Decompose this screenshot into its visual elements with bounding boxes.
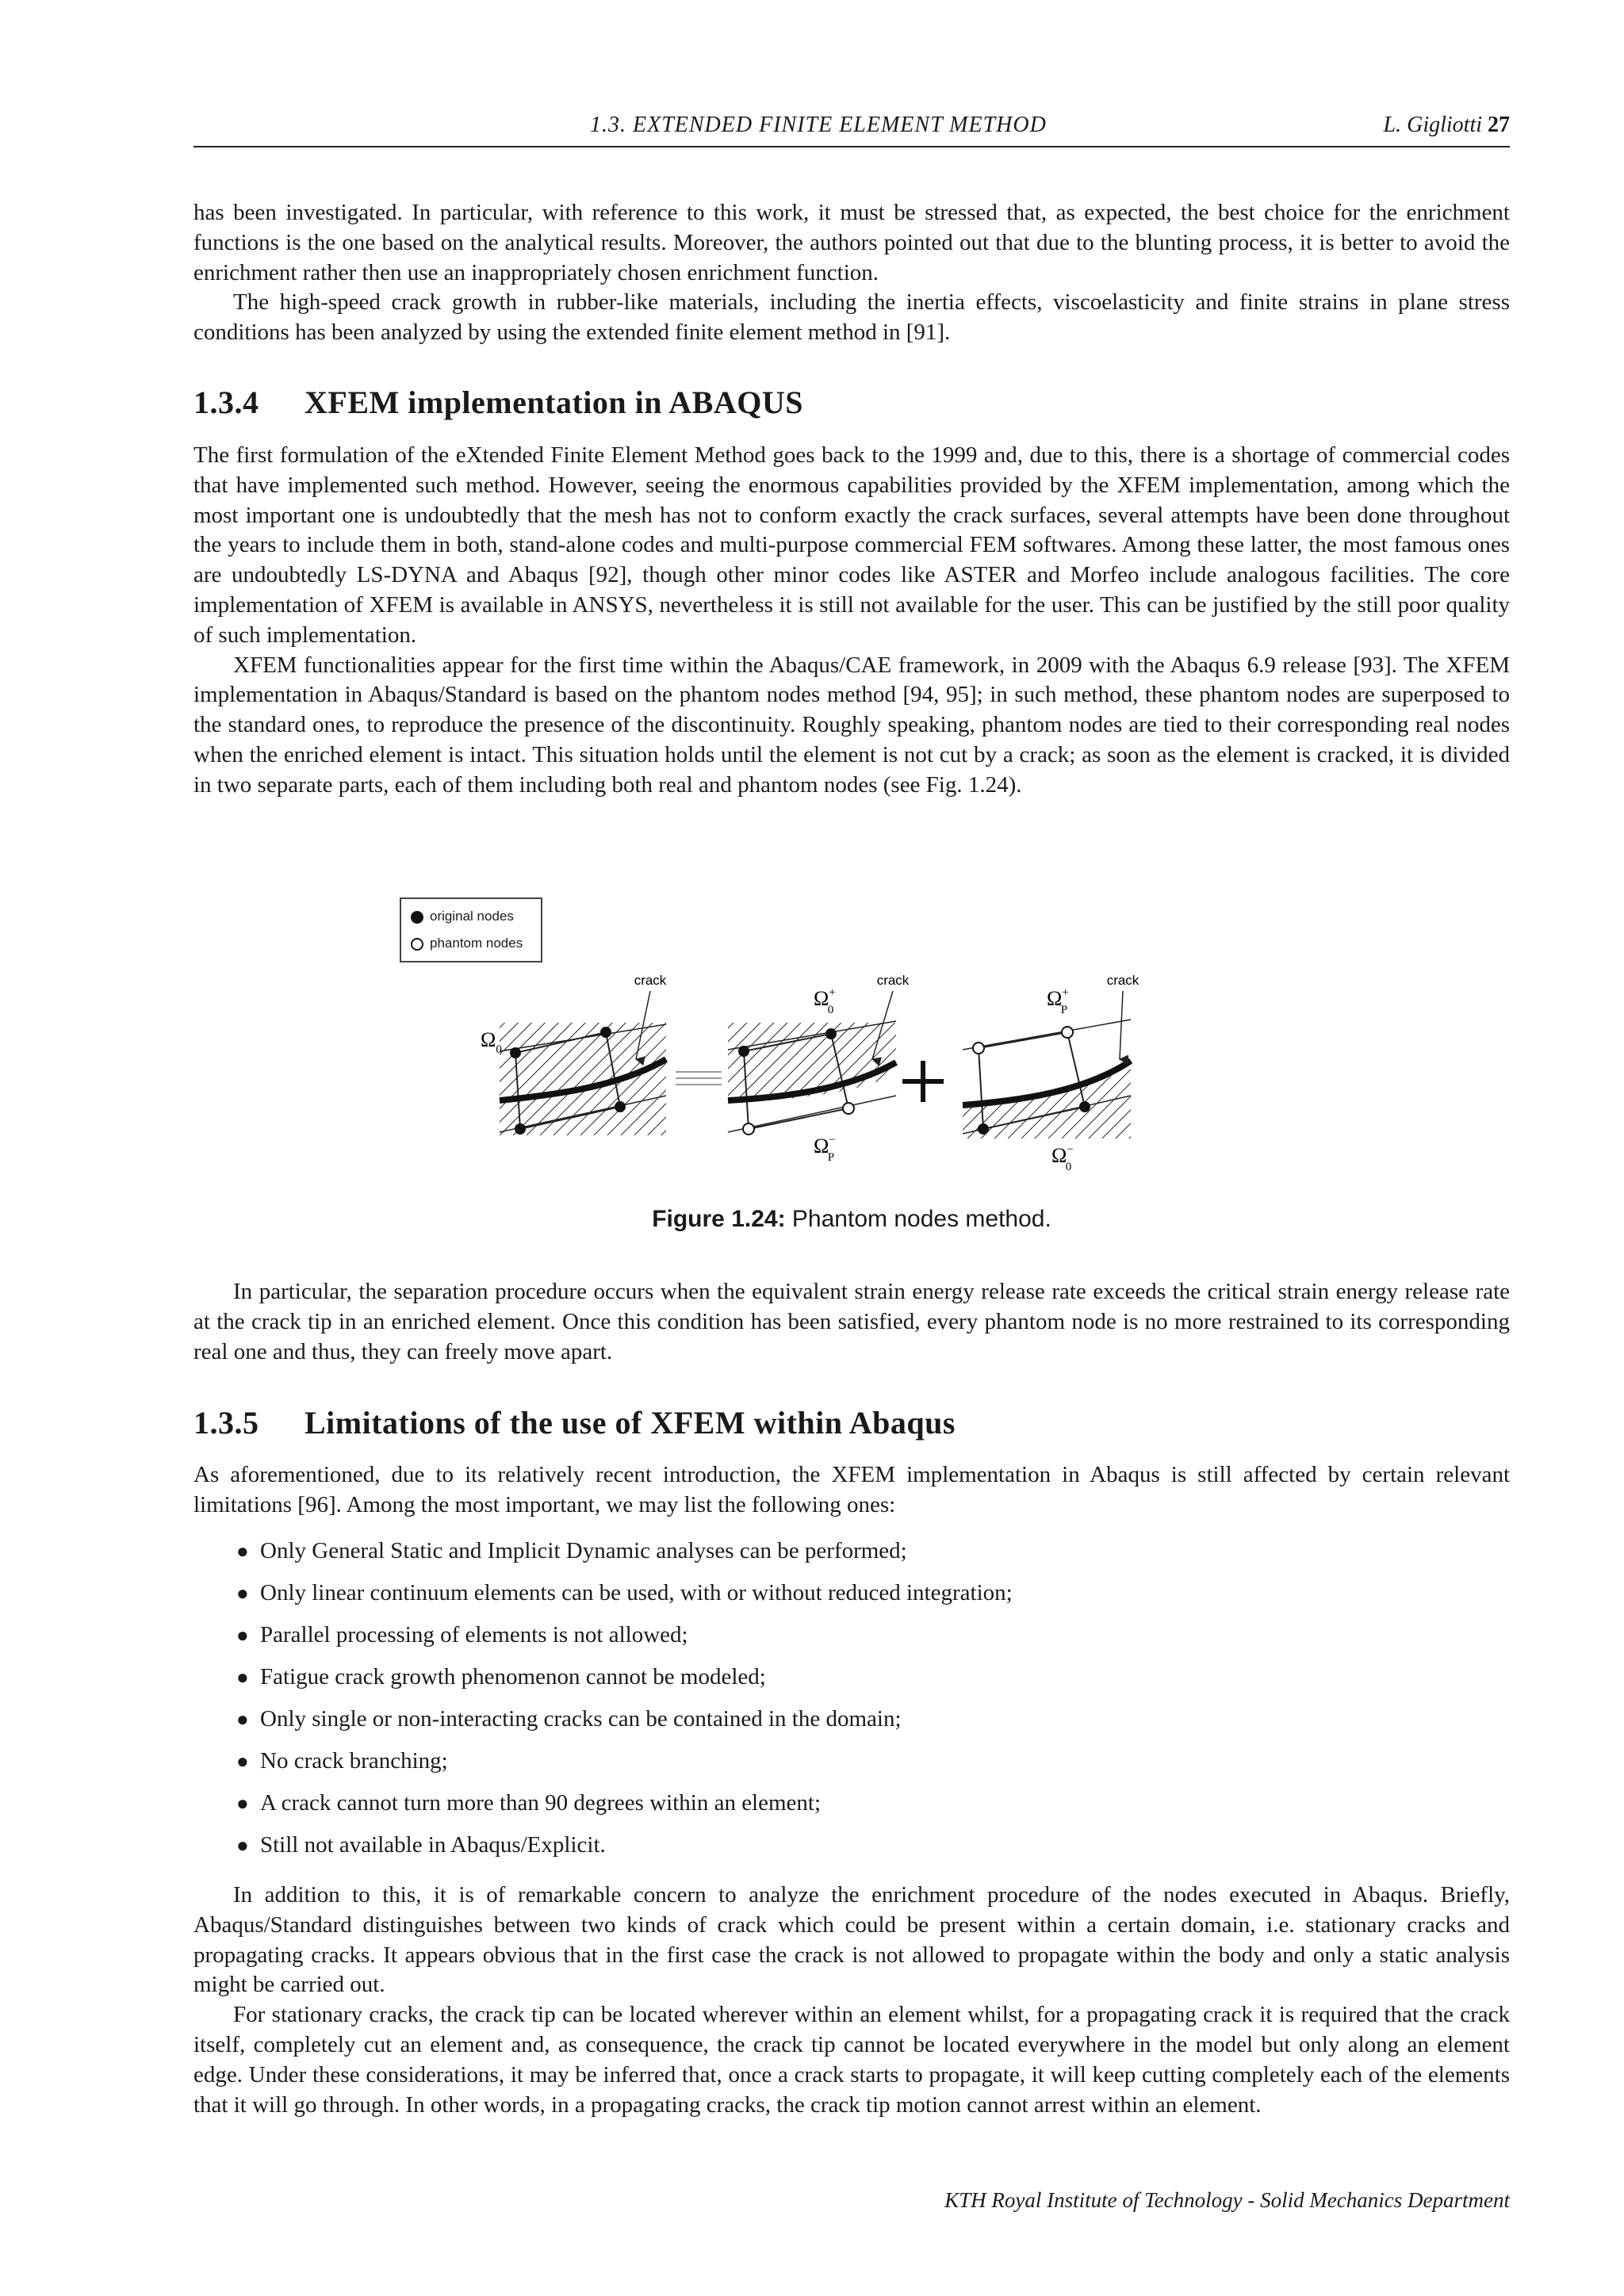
phantom-node bbox=[973, 1043, 984, 1054]
intro-paragraphs bbox=[193, 198, 1510, 348]
legend-label: original nodes bbox=[430, 909, 514, 924]
phantom-node bbox=[843, 1103, 854, 1114]
author-page bbox=[1384, 113, 1510, 138]
section-number: 1.3.4 bbox=[193, 385, 259, 420]
page bbox=[193, 0, 1510, 2296]
figure-followup bbox=[193, 1277, 1510, 1367]
original-node bbox=[978, 1123, 989, 1135]
filled-node-icon bbox=[411, 911, 423, 924]
section-135-body bbox=[193, 1881, 1510, 2120]
hatched-domain bbox=[500, 1023, 666, 1135]
list-item: ● Only single or non-interacting cracks can be contained in the domain; bbox=[193, 1705, 1510, 1747]
section-title-text: XFEM implementation in ABAQUS bbox=[304, 385, 803, 420]
bullet-icon: ● bbox=[236, 1540, 249, 1563]
bullet-icon: ● bbox=[236, 1834, 249, 1857]
author-name: L. Gigliotti bbox=[1383, 113, 1482, 137]
figure-caption bbox=[193, 1206, 1510, 1233]
omega-p-plus-label: Ω+ P bbox=[1047, 986, 1069, 1016]
original-node bbox=[1079, 1101, 1090, 1112]
omega-label: $\Omega_0$ bbox=[481, 1028, 502, 1056]
list-item: ● No crack branching; bbox=[193, 1747, 1510, 1789]
paragraph: The first formulation of the eXtended Finite Element Method goes back to the 1999 and, due to this, there is a shortage of commercial codes that have implemented such method. However, seeing the enormous capabilities provided by the XFEM implementation, among which the most important one is undoubtedly that the mesh has not to conform exactly the crack surfaces, several attempts have been done throughout the years to include them in both, stand-alone codes and multi-purpose commercial FEM softwares. Among these latter, the most famous ones are undoubtedly LS-DYNA and Abaqus [92], though other minor codes like ASTER and Morfeo include analogous facilities. The core implementation of XFEM is available in ANSYS, nevertheless it is still not available for the user. This can be justified by the still poor quality of such implementation. bbox=[193, 442, 1510, 648]
paragraph: The high-speed crack growth in rubber-like materials, including the inertia effects, viscoelasticity and finite strains in plane stress conditions has been analyzed by using the extended finite element method in [91]. bbox=[193, 289, 1510, 346]
page-number: 27 bbox=[1488, 113, 1510, 137]
legend-label: phantom nodes bbox=[430, 936, 523, 951]
omega-0-plus-label: Ω+ 0 bbox=[814, 986, 836, 1016]
crack-label: crack bbox=[876, 973, 910, 988]
bullet-icon: ● bbox=[236, 1792, 249, 1815]
bullet-icon: ● bbox=[236, 1750, 249, 1773]
phantom-node bbox=[743, 1123, 754, 1135]
legend-original bbox=[411, 907, 514, 926]
crack-label: crack bbox=[634, 973, 667, 988]
list-item: ● Parallel processing of elements is not allowed; bbox=[193, 1621, 1510, 1663]
phantom-nodes-figure bbox=[481, 893, 1166, 1194]
panel-original-element bbox=[481, 973, 667, 1135]
bullet-icon: ● bbox=[236, 1624, 249, 1647]
original-node bbox=[738, 1046, 749, 1057]
list-item: ● A crack cannot turn more than 90 degrees within an element; bbox=[193, 1789, 1510, 1831]
section-title bbox=[193, 1404, 1510, 1441]
paragraph: has been investigated. In particular, with reference to this work, it must be stressed that, as expected, the best choice for the enrichment functions is the one based on the analytical results. Moreover, the authors pointed out that due to the blunting process, it is better to avoid the enrichment rather then use an inappropriately chosen enrichment function. bbox=[193, 200, 1510, 285]
original-node bbox=[825, 1028, 837, 1039]
crack-label: crack bbox=[1106, 973, 1139, 988]
list-item: ● Fatigue crack growth phenomenon cannot be modeled; bbox=[193, 1663, 1510, 1705]
section-heading-135 bbox=[193, 1404, 1510, 1441]
original-node bbox=[515, 1123, 526, 1135]
page-footer: KTH Royal Institute of Technology - Solid Mechanics Department bbox=[944, 2188, 1510, 2212]
bullet-icon: ● bbox=[236, 1708, 249, 1731]
section-134-body bbox=[193, 441, 1510, 801]
original-node bbox=[600, 1027, 611, 1038]
bullet-icon: ● bbox=[236, 1666, 249, 1689]
list-item: ● Only General Static and Implicit Dynamic analyses can be performed; bbox=[193, 1536, 1510, 1578]
limitations-list bbox=[193, 1536, 1510, 1873]
paragraph: As aforementioned, due to its relatively recent introduction, the XFEM implementation in Abaqus is still affected by certain relevant limitations [96]. Among the most important, we may list the following ones: bbox=[193, 1462, 1510, 1517]
omega-p-minus-label: Ω− P bbox=[814, 1134, 836, 1164]
panel-omega0plus bbox=[728, 973, 910, 1164]
paragraph: XFEM functionalities appear for the first time within the Abaqus/CAE framework, in 2009 with the Abaqus 6.9 release [93]. The XFEM implementation in Abaqus/Standard is based on the phantom nodes method [94, 95]; in such method, these phantom nodes are superposed to the standard ones, to reproduce the presence of the discontinuity. Roughly speaking, phantom nodes are tied to their corresponding real nodes when the enriched element is intact. This situation holds until the element is not cut by a crack; as soon as the element is cracked, it is divided in two separate parts, each of them including both real and phantom nodes (see Fig. 1.24). bbox=[193, 652, 1510, 798]
original-node bbox=[615, 1101, 626, 1112]
phantom-node bbox=[1062, 1027, 1073, 1038]
paragraph: For stationary cracks, the crack tip can be located wherever within an element whilst, for a propagating crack it is required that the crack itself, completely cut an element and, as consequence, the crack tip cannot be located everywhere in the model but only along an element edge. Under these considerations, it may be inferred that, once a crack starts to propagate, it will keep cutting completely each of the elements that it will go through. In other words, in a propagating cracks, the crack tip motion cannot arrest within an element. bbox=[193, 2002, 1510, 2118]
paragraph: In particular, the separation procedure occurs when the equivalent strain energy release rate exceeds the critical strain energy release rate at the crack tip in an enriched element. Once this condition has been satisfied, every phantom node is no more restrained to its corresponding real one and thus, they can freely move apart. bbox=[193, 1279, 1510, 1364]
chapter-title: 1.3. EXTENDED FINITE ELEMENT METHOD bbox=[590, 113, 1047, 137]
paragraph: In addition to this, it is of remarkable concern to analyze the enrichment procedure of the nodes executed in Abaqus. Briefly, Abaqus/Standard distinguishes between two kinds of crack which could be present within a certain domain, i.e. stationary cracks and propagating cracks. It appears obvious that in the first case the crack is not allowed to propagate within the body and only a static analysis might be carried out. bbox=[193, 1882, 1510, 1998]
plus-sign bbox=[902, 1061, 944, 1102]
panel-omegaPplus bbox=[963, 973, 1139, 1173]
hollow-node-icon bbox=[411, 938, 423, 951]
equals-sign bbox=[676, 1072, 722, 1085]
running-header bbox=[193, 111, 1510, 147]
section-number: 1.3.5 bbox=[193, 1405, 259, 1441]
original-node bbox=[510, 1047, 521, 1058]
caption-label: Figure 1.24: bbox=[652, 1206, 786, 1232]
caption-text: Phantom nodes method. bbox=[791, 1206, 1051, 1232]
bullet-icon: ● bbox=[236, 1582, 249, 1605]
section-title-text: Limitations of the use of XFEM within Abaqus bbox=[304, 1405, 956, 1441]
list-item: ● Still not available in Abaqus/Explicit. bbox=[193, 1831, 1510, 1873]
section-135-intro bbox=[193, 1460, 1510, 1521]
list-item: ● Only linear continuum elements can be used, with or without reduced integration; bbox=[193, 1578, 1510, 1621]
omega-0-minus-label: Ω− 0 bbox=[1051, 1143, 1074, 1173]
section-title bbox=[193, 384, 1510, 421]
section-heading-134 bbox=[193, 384, 1510, 421]
